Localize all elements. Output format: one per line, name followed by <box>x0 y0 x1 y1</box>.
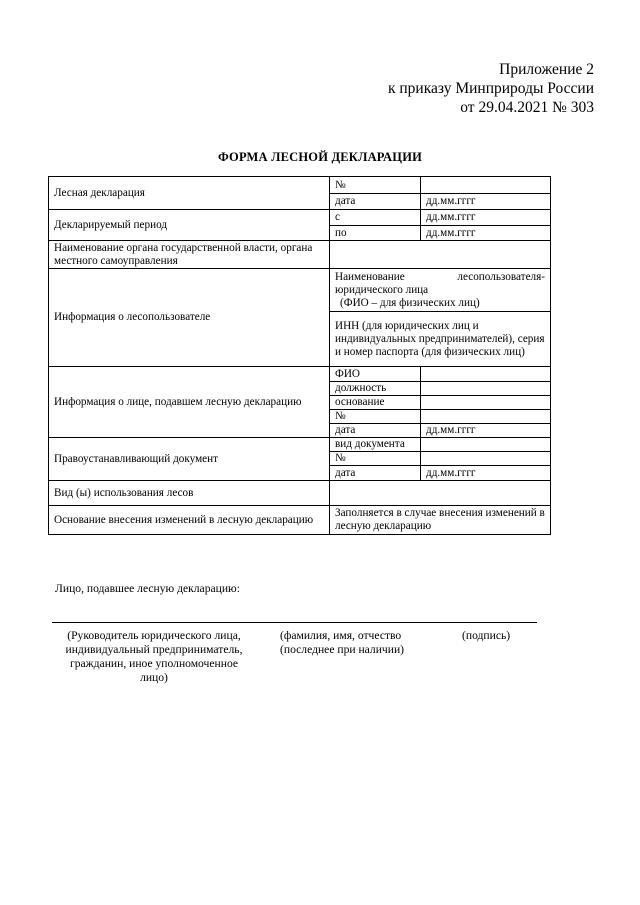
table-row <box>49 367 551 382</box>
signature-role-caption <box>54 629 254 685</box>
table-row <box>49 481 551 506</box>
change-basis-label: Основание внесения изменений в лесную декларацию <box>49 506 330 535</box>
declaration-label: Лесная декларация <box>49 177 330 210</box>
declaration-number-label: № <box>330 177 421 194</box>
doc-number-label: № <box>330 452 421 466</box>
signature-role-last: лицо) <box>140 671 168 684</box>
declaration-date-label: дата <box>330 194 421 210</box>
doc-type-value[interactable] <box>421 438 551 452</box>
signature-sign-caption: (подпись) <box>462 629 511 642</box>
user-name-line2: юридического лица <box>335 283 429 296</box>
period-to-label: по <box>330 226 421 241</box>
table-row <box>49 438 551 452</box>
user-info-label: Информация о лесопользователе <box>49 269 330 367</box>
doc-type-label: вид документа <box>330 438 421 452</box>
person-number-label: № <box>330 410 421 424</box>
signature-role-text: (Руководитель юридического лица, индивидуальный предприниматель, гражданин, иное уполномоченное <box>65 629 243 670</box>
person-fio-value[interactable] <box>421 367 551 382</box>
user-name-word1: Наименование <box>335 270 405 283</box>
form-title: ФОРМА ЛЕСНОЙ ДЕКЛАРАЦИИ <box>217 150 423 164</box>
period-from-value[interactable]: дд.мм.гггг <box>421 210 551 226</box>
declaration-number-value[interactable] <box>421 177 551 194</box>
declaration-date-value[interactable]: дд.мм.гггг <box>421 194 551 210</box>
person-number-value[interactable] <box>421 410 551 424</box>
person-basis-label: основание <box>330 396 421 410</box>
period-label: Декларируемый период <box>49 210 330 241</box>
change-basis-value[interactable]: Заполняется в случае внесения изменений в лесную декларацию <box>330 506 551 535</box>
person-info-label: Информация о лице, подавшем лесную декларацию <box>49 367 330 438</box>
person-fio-label: ФИО <box>330 367 421 382</box>
period-to-value[interactable]: дд.мм.гггг <box>421 226 551 241</box>
doc-date-value[interactable]: дд.мм.гггг <box>421 466 551 481</box>
signature-name-caption: (фамилия, имя, отчество (последнее при наличии) <box>280 629 405 656</box>
person-basis-value[interactable] <box>421 396 551 410</box>
table-row <box>49 177 551 194</box>
period-from-label: с <box>330 210 421 226</box>
doc-label: Правоустанавливающий документ <box>49 438 330 481</box>
organ-value[interactable] <box>330 241 551 269</box>
usage-label: Вид (ы) использования лесов <box>49 481 330 506</box>
person-position-label: должность <box>330 382 421 396</box>
usage-value[interactable] <box>330 481 551 506</box>
header-line-1: Приложение 2 <box>499 61 594 78</box>
user-name-line3: (ФИО – для физических лиц) <box>340 296 480 309</box>
person-position-value[interactable] <box>421 382 551 396</box>
signature-line <box>52 622 537 623</box>
doc-number-value[interactable] <box>421 452 551 466</box>
table-row <box>49 506 551 535</box>
submitter-caption: Лицо, подавшее лесную декларацию: <box>55 582 240 595</box>
header-line-3: от 29.04.2021 № 303 <box>460 99 594 116</box>
declaration-form-table <box>48 176 551 535</box>
organ-label: Наименование органа государственной власти, органа местного самоуправления <box>49 241 330 269</box>
user-name-word2: лесопользователя- <box>457 270 545 283</box>
header-line-2: к приказу Минприроды России <box>387 80 594 97</box>
person-date-value[interactable]: дд.мм.гггг <box>421 424 551 438</box>
table-row <box>49 269 551 312</box>
doc-date-label: дата <box>330 466 421 481</box>
table-row <box>49 210 551 226</box>
user-name-cell[interactable] <box>330 269 551 312</box>
table-row <box>49 241 551 269</box>
user-inn-cell[interactable]: ИНН (для юридических лиц и индивидуальных предпринимателей), серия и номер паспорта (для физических лиц) <box>330 312 551 367</box>
person-date-label: дата <box>330 424 421 438</box>
